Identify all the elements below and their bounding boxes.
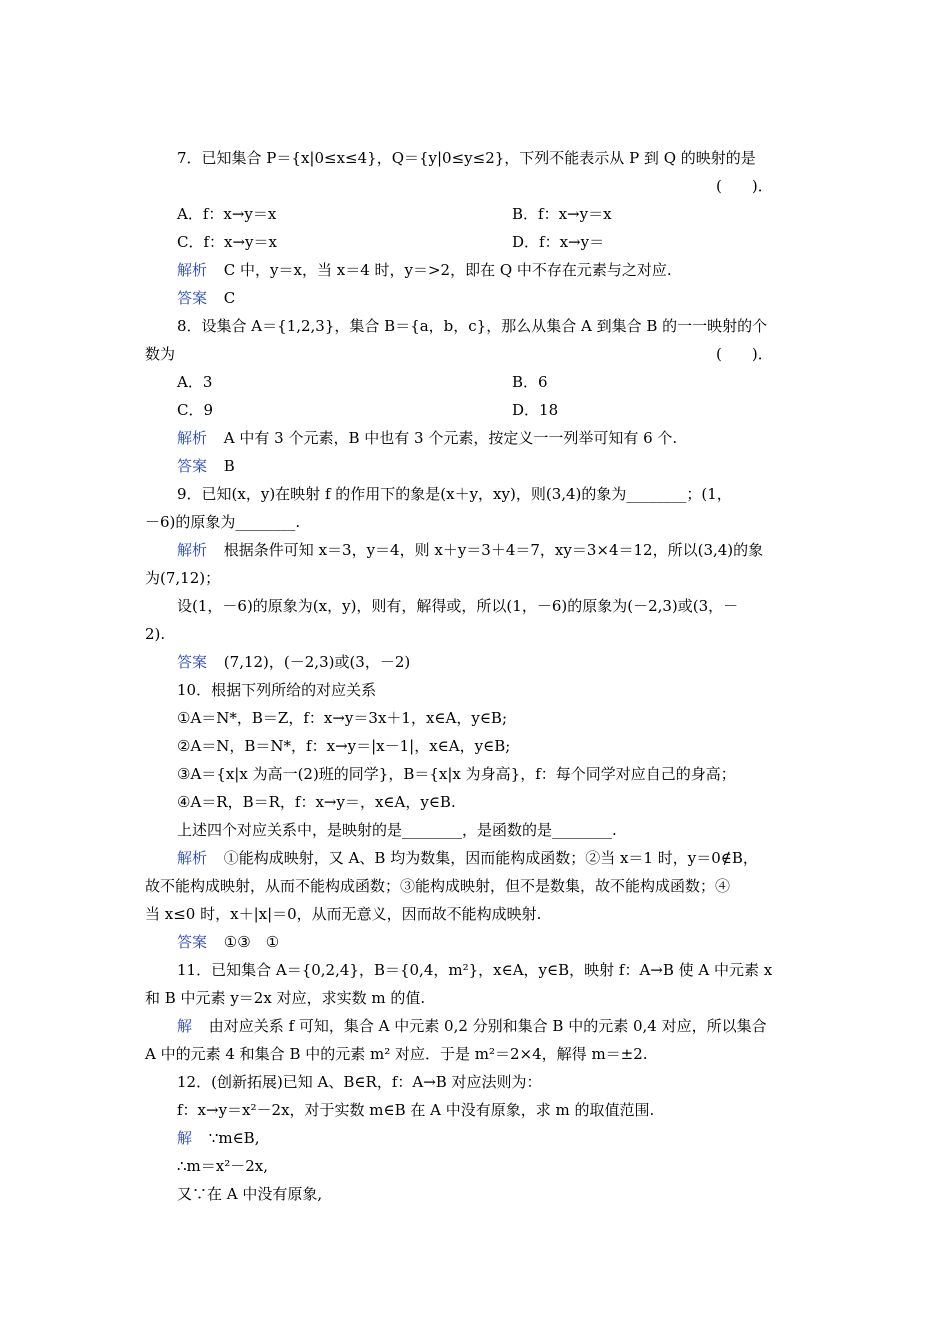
q9-analysis-line-2: 为(7,12)； bbox=[145, 569, 221, 587]
q7-option-b: B．f：x→y＝x bbox=[512, 205, 612, 223]
solution-label: 解 bbox=[177, 1129, 193, 1147]
q10-analysis-line-1: ①能构成映射，又 A、B 均为数集，因而能构成函数；②当 x＝1 时，y＝0∉B， bbox=[223, 849, 758, 867]
answer-label: 答案 bbox=[177, 653, 208, 671]
q9-answer-text: (7,12)，(－2,3)或(3，－2) bbox=[223, 653, 411, 671]
q9-analysis-line-4: 2). bbox=[145, 625, 166, 643]
q8-option-b: B．6 bbox=[512, 373, 548, 391]
q9-answer bbox=[177, 652, 410, 672]
q7-option-a: A．f：x→y＝x bbox=[177, 205, 277, 223]
q8-paren: ( )． bbox=[716, 345, 773, 363]
q7-paren: ( )． bbox=[716, 177, 773, 195]
q9-stem-cont: －6)的原象为________. bbox=[145, 513, 301, 531]
q12-stem-cont: f：x→y＝x²－2x，对于实数 m∈B 在 A 中没有原象，求 m 的取值范围. bbox=[177, 1101, 655, 1119]
q12-solution-line-3: 又∵在 A 中没有原象, bbox=[177, 1185, 323, 1203]
q10-item-4: ④A＝R，B＝R，f：x→y＝，x∈A，y∈B. bbox=[177, 793, 456, 811]
analysis-label: 解析 bbox=[177, 541, 208, 559]
q7-analysis bbox=[177, 260, 672, 280]
answer-label: 答案 bbox=[177, 457, 208, 475]
q10-analysis bbox=[177, 848, 758, 868]
q8-answer-text: B bbox=[223, 457, 235, 475]
q9-analysis-line-3: 设(1，－6)的原象为(x，y)，则有，解得或，所以(1，－6)的原象为(－2,3)或(3，－ bbox=[177, 597, 739, 615]
q7-option-c: C．f：x→y＝x bbox=[177, 233, 277, 251]
q10-summary: 上述四个对应关系中，是映射的是________，是函数的是________. bbox=[177, 821, 617, 839]
q11-stem: 11．已知集合 A＝{0,2,4}，B＝{0,4，m²}，x∈A，y∈B，映射 f：A→B 使 A 中元素 x bbox=[177, 961, 773, 979]
answer-label: 答案 bbox=[177, 933, 208, 951]
q10-analysis-line-2: 故不能构成映射，从而不能构成函数；③能构成映射，但不是数集，故不能构成函数；④ bbox=[145, 877, 731, 895]
analysis-label: 解析 bbox=[177, 261, 208, 279]
q11-solution bbox=[177, 1016, 767, 1036]
q10-stem: 10．根据下列所给的对应关系 bbox=[177, 681, 377, 699]
q8-stem-cont: 数为 bbox=[145, 345, 176, 363]
q7-analysis-text: C 中，y＝x，当 x＝4 时，y＝>2，即在 Q 中不存在元素与之对应. bbox=[223, 261, 672, 279]
q12-solution bbox=[177, 1128, 259, 1148]
q8-stem: 8．设集合 A＝{1,2,3}，集合 B＝{a，b，c}，那么从集合 A 到集合 B 的一一映射的个 bbox=[177, 317, 768, 335]
q12-solution-line-1: ∵m∈B, bbox=[208, 1129, 260, 1147]
q8-option-a: A．3 bbox=[177, 373, 213, 391]
q7-answer bbox=[177, 288, 235, 308]
q10-item-1: ①A＝N*，B＝Z，f：x→y＝3x＋1，x∈A，y∈B; bbox=[177, 709, 508, 727]
q11-solution-line-2: A 中的元素 4 和集合 B 中的元素 m² 对应．于是 m²＝2×4，解得 m＝±2. bbox=[145, 1045, 648, 1063]
solution-label: 解 bbox=[177, 1017, 193, 1035]
q8-analysis bbox=[177, 428, 677, 448]
q10-answer-text: ①③ ① bbox=[223, 933, 280, 951]
q8-option-c: C．9 bbox=[177, 401, 214, 419]
q10-item-3: ③A＝{x|x 为高一(2)班的同学}，B＝{x|x 为身高}，f：每个同学对应自己的身高； bbox=[177, 765, 736, 783]
q11-stem-cont: 和 B 中元素 y＝2x 对应，求实数 m 的值. bbox=[145, 989, 426, 1007]
q10-analysis-line-3: 当 x≤0 时，x＋|x|＝0，从而无意义，因而故不能构成映射. bbox=[145, 905, 542, 923]
q8-option-d: D．18 bbox=[512, 401, 559, 419]
q10-item-2: ②A＝N，B＝N*，f：x→y＝|x－1|，x∈A，y∈B; bbox=[177, 737, 511, 755]
q7-option-d: D．f：x→y＝ bbox=[512, 233, 605, 251]
q9-analysis-line-1: 根据条件可知 x＝3，y＝4，则 x＋y＝3＋4＝7，xy＝3×4＝12，所以(3,4)的象 bbox=[223, 541, 764, 559]
q7-answer-text: C bbox=[223, 289, 236, 307]
q7-stem: 7．已知集合 P＝{x|0≤x≤4}，Q＝{y|0≤y≤2}，下列不能表示从 P 到 Q 的映射的是 bbox=[177, 149, 756, 167]
q8-answer bbox=[177, 456, 235, 476]
q8-analysis-text: A 中有 3 个元素，B 中也有 3 个元素，按定义一一列举可知有 6 个. bbox=[223, 429, 678, 447]
q9-stem: 9．已知(x，y)在映射 f 的作用下的象是(x＋y，xy)，则(3,4)的象为________；(1， bbox=[177, 485, 732, 503]
answer-label: 答案 bbox=[177, 289, 208, 307]
q11-solution-line-1: 由对应关系 f 可知，集合 A 中元素 0,2 分别和集合 B 中的元素 0,4 对应，所以集合 bbox=[208, 1017, 767, 1035]
q12-stem: 12．(创新拓展)已知 A、B∈R，f：A→B 对应法则为： bbox=[177, 1073, 542, 1091]
q9-analysis bbox=[177, 540, 763, 560]
q10-answer bbox=[177, 932, 279, 952]
analysis-label: 解析 bbox=[177, 429, 208, 447]
analysis-label: 解析 bbox=[177, 849, 208, 867]
q12-solution-line-2: ∴m＝x²－2x, bbox=[177, 1157, 269, 1175]
